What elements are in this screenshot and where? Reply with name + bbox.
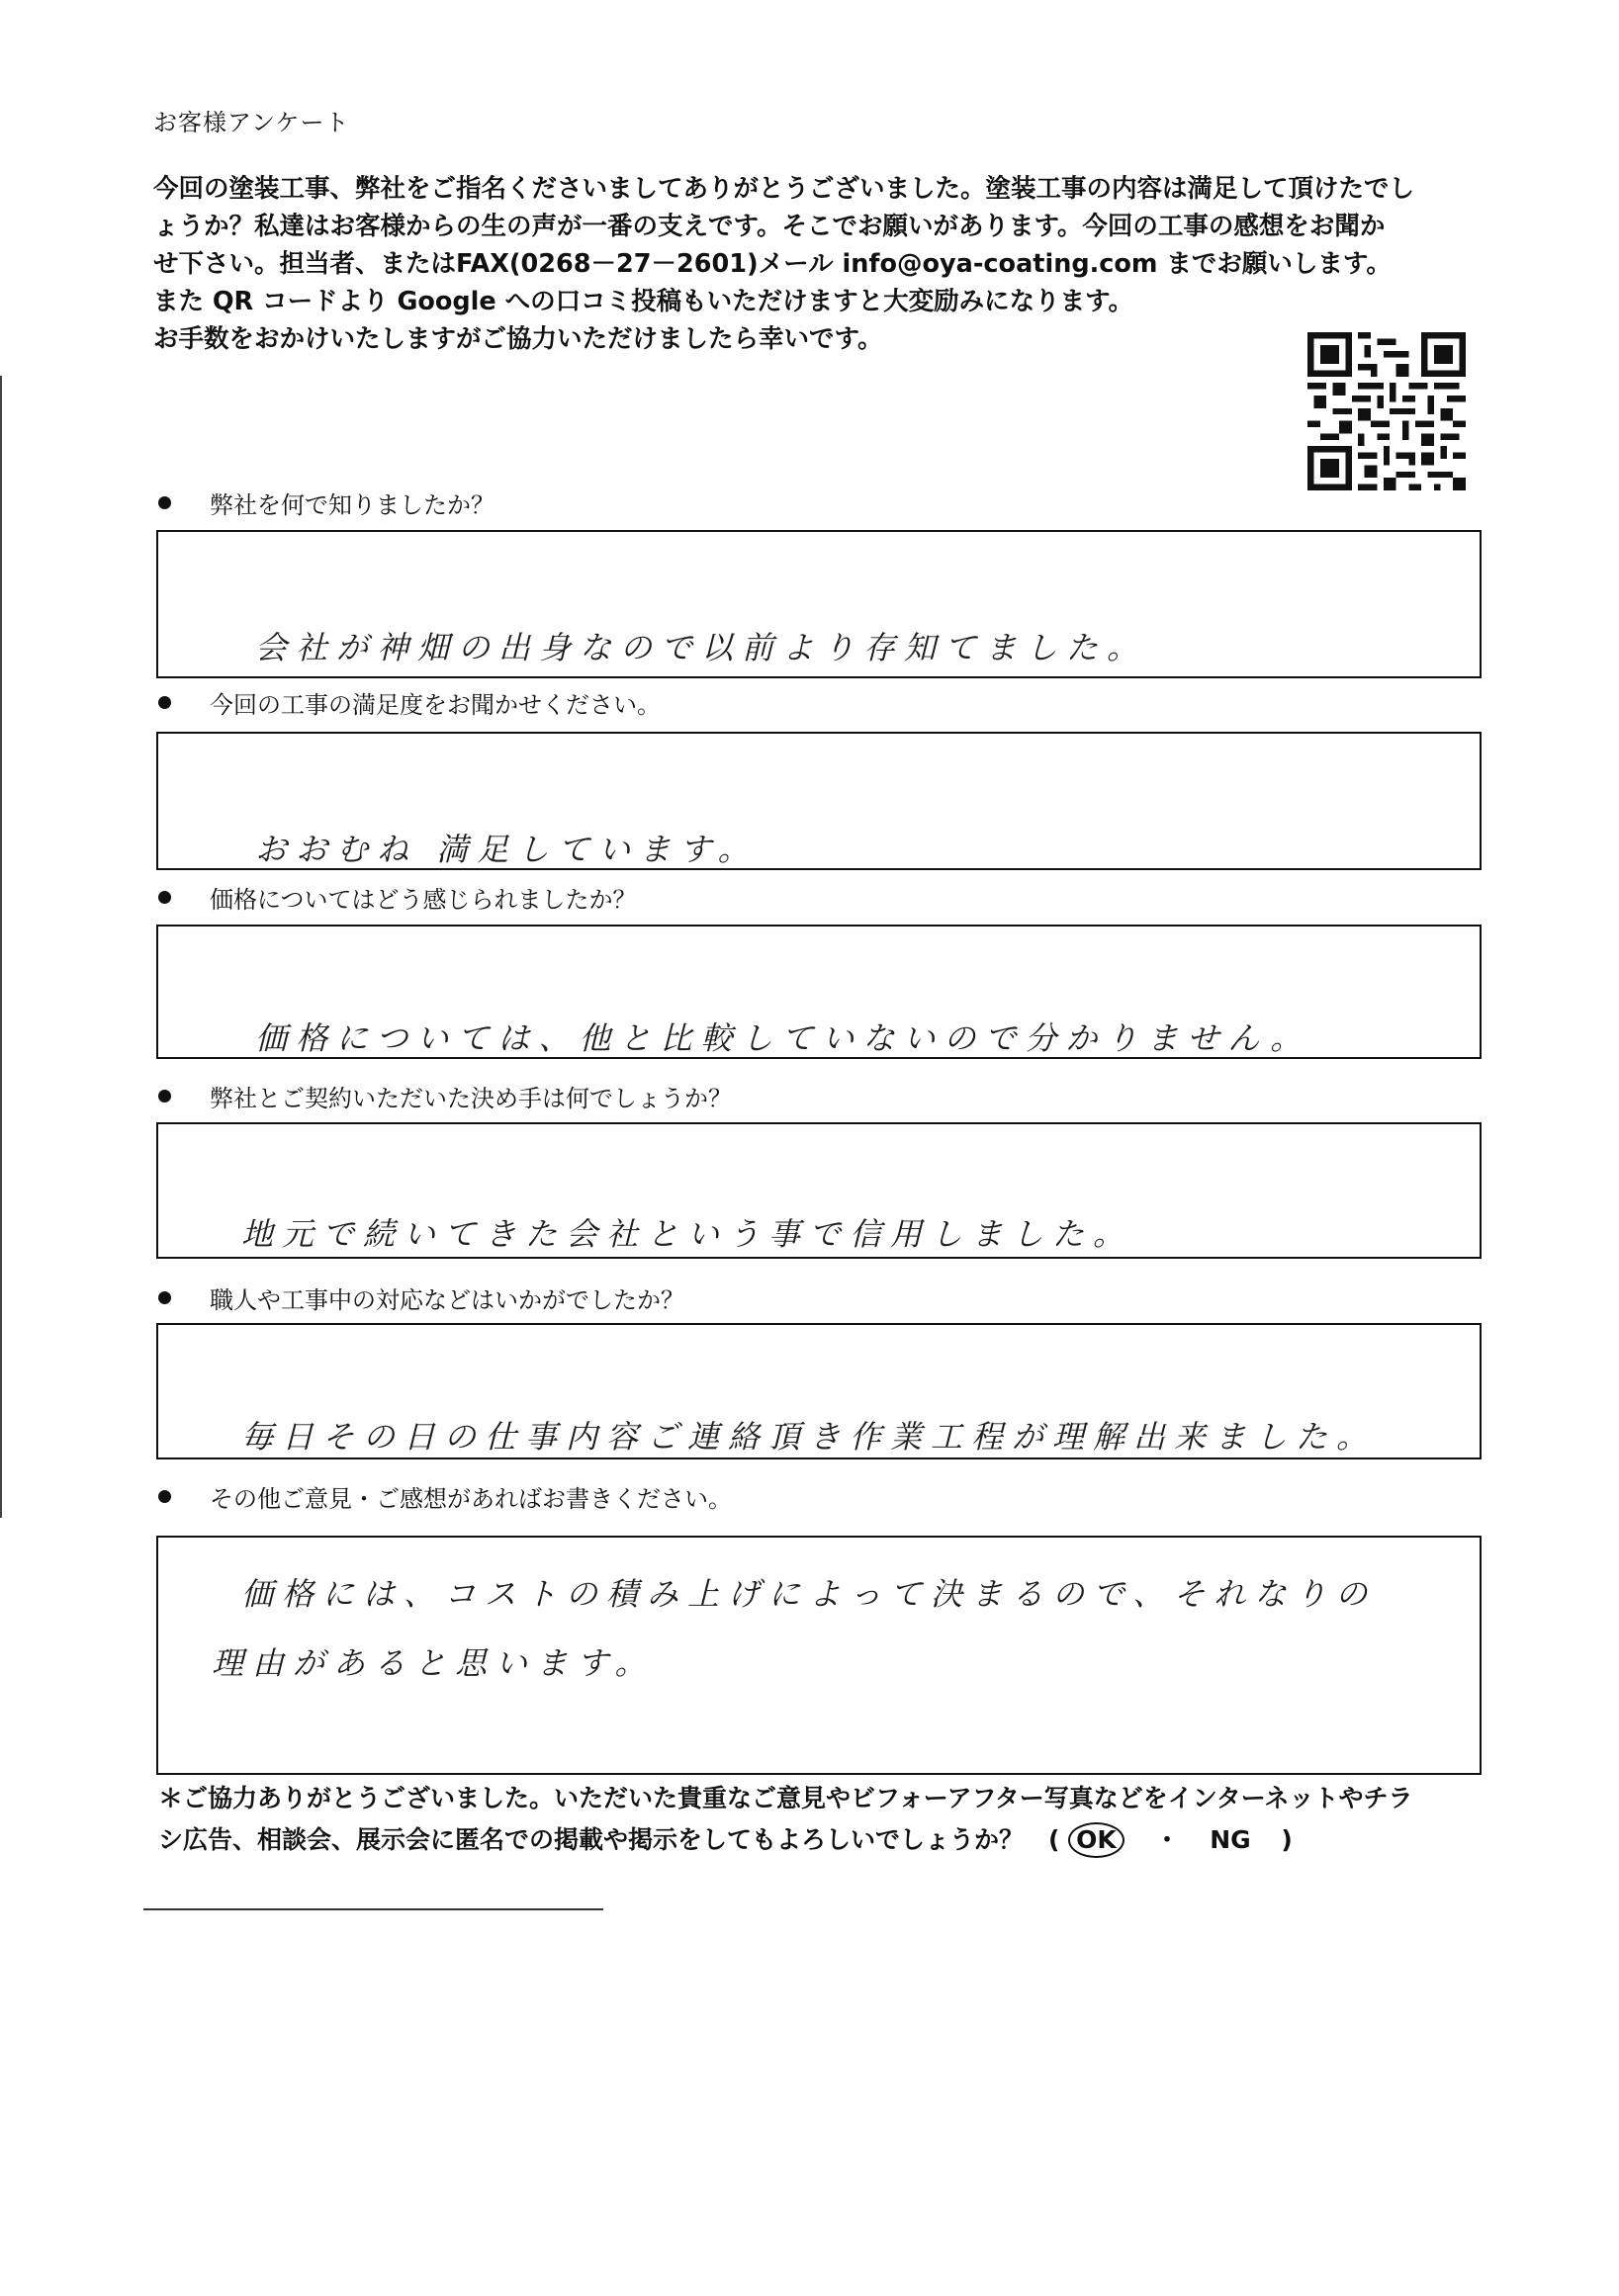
consent-close-paren: ) [1281,1825,1293,1854]
intro-line: また QR コードより Google への口コミ投稿もいただけますと大変励みになります。 [153,287,1134,316]
question-3-label [158,880,637,915]
answer-box-4[interactable] [156,1122,1482,1259]
handwritten-answer: 地元で続いてきた会社という事で信用しました。 [241,1215,1134,1253]
bullet-icon [158,696,171,709]
qr-code-icon [1307,332,1466,490]
intro-line: せ下さい。担当者、またはFAX(0268－27－2601)メール info@oya-coating.com までお願いします。 [153,249,1392,279]
signature-line [143,1908,603,1910]
question-1-label [158,486,495,520]
question-6-label [158,1479,732,1514]
handwritten-answer: 毎日その日の仕事内容ご連絡頂き作業工程が理解出来ました。 [241,1418,1378,1456]
answer-box-6[interactable] [156,1536,1482,1775]
scan-edge-mark [0,376,2,1518]
intro-text [153,170,1479,358]
answer-box-2[interactable] [156,732,1482,870]
bullet-icon [158,1291,171,1304]
bullet-icon [158,1490,171,1503]
consent-separator: ・ [1154,1825,1180,1854]
question-5-label [158,1280,684,1315]
question-text: 職人や工事中の対応などはいかがでしたか？ [210,1286,684,1314]
consent-question: シ広告、相談会、展示会に匿名での掲載や掲示をしてもよろしいでしょうか？ ( [158,1825,1060,1854]
page-title: お客様アンケート [153,109,350,136]
intro-line: 今回の塗装工事、弊社をご指名くださいましてありがとうございました。塗装工事の内容は満足して頂けたでし [153,174,1415,204]
handwritten-answer: 理由があると思います。 [212,1644,656,1682]
question-text: その他ご意見・ご感想があればお書きください。 [210,1485,732,1513]
answer-box-3[interactable] [156,925,1482,1059]
handwritten-answer: 会社が神畑の出身なので以前より存知てました。 [255,629,1148,666]
bullet-icon [158,1090,171,1103]
question-text: 弊社を何で知りましたか？ [210,491,495,519]
intro-line: ょうか？私達はお客様からの生の声が一番の支えです。そこでお願いがあります。今回の工事の感想をお聞か [153,212,1386,241]
handwritten-answer: 価格には、コストの積み上げによって決まるので、それなりの [241,1575,1377,1613]
consent-ng-option[interactable]: NG [1210,1825,1251,1854]
handwritten-answer: おおむね 満足しています。 [255,831,759,868]
consent-line [158,1819,1484,1861]
question-text: 今回の工事の満足度をお聞かせください。 [210,691,661,719]
consent-line: ＊ご協力ありがとうございました。いただいた貴重なご意見やビフォーアフター写真などをインターネットやチラ [158,1784,1413,1812]
handwritten-answer: 価格については、他と比較していないので分かりません。 [255,1019,1311,1057]
bullet-icon [158,891,171,904]
answer-box-5[interactable] [156,1323,1482,1459]
question-2-label [158,685,661,720]
bullet-icon [158,496,171,509]
question-text: 価格についてはどう感じられましたか？ [210,886,637,914]
intro-line: お手数をおかけいたしますがご協力いただけましたら幸いです。 [153,324,883,354]
question-4-label [158,1079,732,1113]
answer-box-1[interactable] [156,530,1482,678]
consent-text [158,1778,1484,1861]
consent-ok-option[interactable]: OK [1068,1822,1124,1858]
question-text: 弊社とご契約いただいた決め手は何でしょうか？ [210,1085,732,1112]
